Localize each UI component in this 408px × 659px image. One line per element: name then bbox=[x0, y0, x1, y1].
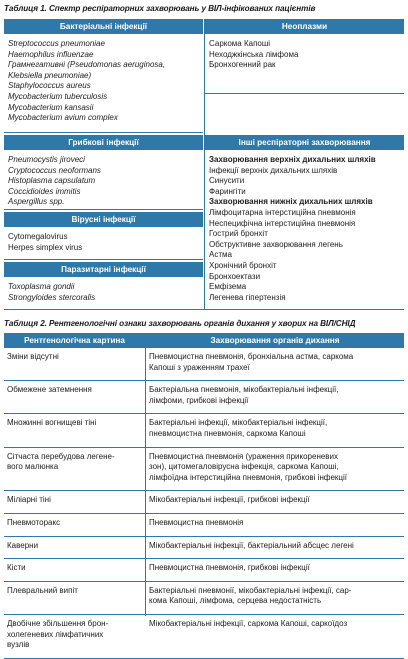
header-parasitic: Паразитарні інфекції bbox=[4, 262, 203, 277]
xray-picture-cell bbox=[7, 518, 139, 529]
xray-picture-text: Зміни відсутні bbox=[7, 352, 59, 361]
diseases-cell bbox=[149, 495, 401, 506]
xray-picture-text: вого малюнка bbox=[7, 462, 59, 472]
bacterial-item: Klebsiella pneumoniae) bbox=[8, 70, 92, 80]
diseases-cell bbox=[149, 619, 401, 630]
neoplasm-list bbox=[209, 39, 298, 71]
table-row bbox=[4, 514, 404, 537]
diseases-text: зон), цитомегаловірусна інфекція, саркома Капоші, bbox=[149, 462, 339, 472]
lower-respiratory-item: Неспецифічна інтерстиційна пневмонія bbox=[209, 218, 356, 228]
xray-picture-text: Двобічне збільшення брон- bbox=[7, 619, 109, 628]
header-fungal: Грибкові інфекції bbox=[4, 135, 203, 150]
xray-picture-cell bbox=[7, 352, 139, 363]
xray-picture-text: вузлів bbox=[7, 640, 30, 650]
divider bbox=[4, 259, 203, 260]
lower-respiratory-item: Лімфоцитарна інтерстиційна пневмонія bbox=[209, 207, 356, 217]
xray-picture-text: Кісти bbox=[7, 563, 26, 573]
lower-respiratory-item: Хронічний бронхіт bbox=[209, 260, 277, 270]
neoplasm-item: Саркома Капоші bbox=[209, 39, 271, 48]
xray-picture-cell bbox=[7, 495, 139, 506]
viral-list bbox=[8, 232, 82, 253]
table-row bbox=[4, 537, 404, 560]
divider bbox=[4, 209, 203, 210]
table-row bbox=[4, 348, 404, 381]
diseases-text: Мікобактеріальні інфекції, саркома Капоші, саркоїдоз bbox=[149, 619, 348, 628]
diseases-text: лімфоми, грибкові інфекції bbox=[149, 395, 249, 405]
xray-picture-cell bbox=[7, 385, 139, 396]
xray-picture-text: Пневмоторакс bbox=[7, 518, 61, 527]
table1-caption: Таблиця 1. Спектр респіраторних захворювань у ВІЛ-інфікованих пацієнтів bbox=[4, 4, 316, 13]
bacterial-item: Грамнегативні (Pseudomonas aeruginosa, bbox=[8, 60, 166, 70]
table-row bbox=[4, 491, 404, 514]
diseases-cell bbox=[149, 418, 401, 439]
parasitic-list bbox=[8, 282, 95, 303]
column-divider bbox=[145, 333, 146, 616]
diseases-text: лімфоїдна інтерстиційна пневмонія, грибкові інфекції bbox=[149, 472, 347, 482]
viral-item: Herpes simplex virus bbox=[8, 242, 83, 252]
bacterial-item: Mycobacterium avium complex bbox=[8, 113, 118, 123]
xray-picture-text: Обмежене затемнення bbox=[7, 385, 92, 395]
table-row bbox=[4, 615, 404, 659]
header-other: Інші респіраторні захворювання bbox=[205, 135, 404, 150]
bacterial-item: Mycobacterium kansasii bbox=[8, 102, 94, 112]
upper-respiratory-item: Синусити bbox=[209, 176, 245, 186]
header-bacterial: Бактеріальні інфекції bbox=[4, 19, 203, 34]
fungal-item: Coccidioides immitis bbox=[8, 186, 81, 196]
xray-picture-cell bbox=[7, 541, 139, 552]
fungal-item: Histoplasma capsulatum bbox=[8, 176, 96, 186]
upper-respiratory-item: Інфекції верхніх дихальних шляхів bbox=[209, 165, 338, 175]
diseases-text: Пневмоцистна пневмонія (ураження прикореневих bbox=[149, 451, 339, 461]
bacterial-item: Mycobacterium tuberculosis bbox=[8, 91, 108, 101]
diseases-text: Бактеріальна пневмонія, мікобактеріальні інфекції, bbox=[149, 385, 339, 395]
diseases-cell bbox=[149, 352, 401, 373]
header-respiratory-diseases: Захворювання органів дихання bbox=[146, 333, 404, 348]
xray-picture-cell bbox=[7, 586, 139, 597]
diseases-cell bbox=[149, 563, 401, 574]
divider bbox=[205, 93, 404, 94]
diseases-text: кома Капоші, лімфома, серцева недостатність bbox=[149, 596, 322, 606]
diseases-text: Пневмоцистна пневмонія, бронхіальна астма, саркома bbox=[149, 352, 354, 361]
lower-heading: Захворювання нижніх дихальних шляхів bbox=[209, 197, 373, 207]
xray-picture-cell bbox=[7, 619, 139, 651]
xray-picture-text: Множинні вогнищеві тіні bbox=[7, 418, 97, 428]
xray-picture-cell bbox=[7, 563, 139, 574]
lower-respiratory-item: Бронхоектази bbox=[209, 271, 261, 281]
xray-picture-text: холегеневих лімфатичних bbox=[7, 629, 104, 639]
bacterial-list bbox=[8, 39, 165, 124]
table-row bbox=[4, 381, 404, 414]
header-neoplasms: Неоплазми bbox=[205, 19, 404, 34]
diseases-text: Пневмоцистна пневмонія bbox=[149, 518, 244, 527]
diseases-cell bbox=[149, 541, 401, 552]
bacterial-item: Streptococcus pneumoniae bbox=[8, 39, 105, 48]
bacterial-item: Staphylococcus aureus bbox=[8, 81, 91, 91]
diseases-cell bbox=[149, 385, 401, 406]
diseases-cell bbox=[149, 586, 401, 607]
diseases-text: Бактеріальні інфекції, мікобактеріальні інфекції, bbox=[149, 418, 328, 428]
other-diseases bbox=[209, 155, 376, 303]
upper-respiratory-item: Фарингіти bbox=[209, 186, 246, 196]
lower-respiratory-item: Гострий бронхіт bbox=[209, 229, 268, 239]
divider bbox=[4, 309, 404, 310]
xray-picture-text: Плевральний випіт bbox=[7, 585, 78, 595]
table2-caption: Таблиця 2. Рентгенологічні ознаки захворювань органів дихання у хворих на ВІЛ/СНІД bbox=[4, 319, 356, 328]
lower-respiratory-item: Астма bbox=[209, 250, 232, 260]
header-xray-picture: Рентгенологічна картина bbox=[4, 333, 145, 348]
divider bbox=[4, 132, 203, 133]
viral-item: Cytomegalovirus bbox=[8, 232, 68, 241]
xray-picture-text: Каверни bbox=[7, 540, 39, 550]
neoplasm-item: Неходжкінська лімфома bbox=[209, 49, 299, 59]
lower-respiratory-item: Легенева гіпертензія bbox=[209, 292, 286, 302]
fungal-item: Cryptococcus neoformans bbox=[8, 165, 101, 175]
diseases-text: Мікобактеріальні інфекції, грибкові інфекції bbox=[149, 495, 310, 505]
fungal-item: Pneumocystis jiroveci bbox=[8, 155, 85, 164]
parasitic-item: Toxoplasma gondii bbox=[8, 282, 75, 291]
diseases-text: Пневмоцистна пневмонія, грибкові інфекції bbox=[149, 563, 310, 573]
fungal-item: Aspergillus spp. bbox=[8, 197, 65, 207]
bacterial-item: Haemophilus influenzae bbox=[8, 49, 94, 59]
table-row bbox=[4, 559, 404, 582]
lower-respiratory-item: Обструктивне захворювання легень bbox=[209, 239, 343, 249]
xray-picture-text: Міліарні тіні bbox=[7, 495, 51, 505]
header-viral: Вірусні інфекції bbox=[4, 212, 203, 227]
table-row bbox=[4, 414, 404, 447]
xray-picture-cell bbox=[7, 452, 139, 473]
diseases-cell bbox=[149, 452, 401, 484]
column-divider bbox=[204, 19, 205, 309]
diseases-cell bbox=[149, 518, 401, 529]
lower-respiratory-item: Емфізема bbox=[209, 282, 247, 292]
upper-heading: Захворювання верхніх дихальних шляхів bbox=[209, 155, 376, 164]
parasitic-item: Strongyloides stercoralis bbox=[8, 292, 96, 302]
fungal-list bbox=[8, 155, 101, 208]
xray-picture-cell bbox=[7, 418, 139, 429]
table-row bbox=[4, 448, 404, 492]
xray-picture-text: Сітчаста перебудова легене- bbox=[7, 451, 115, 461]
diseases-text: Капоші з ураженням трахеї bbox=[149, 362, 250, 372]
neoplasm-item: Бронхогенний рак bbox=[209, 60, 276, 70]
table-row bbox=[4, 582, 404, 615]
diseases-text: Мікобактеріальні інфекції, бактеріальний абсцес легені bbox=[149, 540, 354, 550]
diseases-text: пневмоцистна пневмонія, саркома Капоші bbox=[149, 428, 306, 438]
diseases-text: Бактеріальні пневмонії, мікобактеріальні інфекції, сар- bbox=[149, 585, 352, 595]
